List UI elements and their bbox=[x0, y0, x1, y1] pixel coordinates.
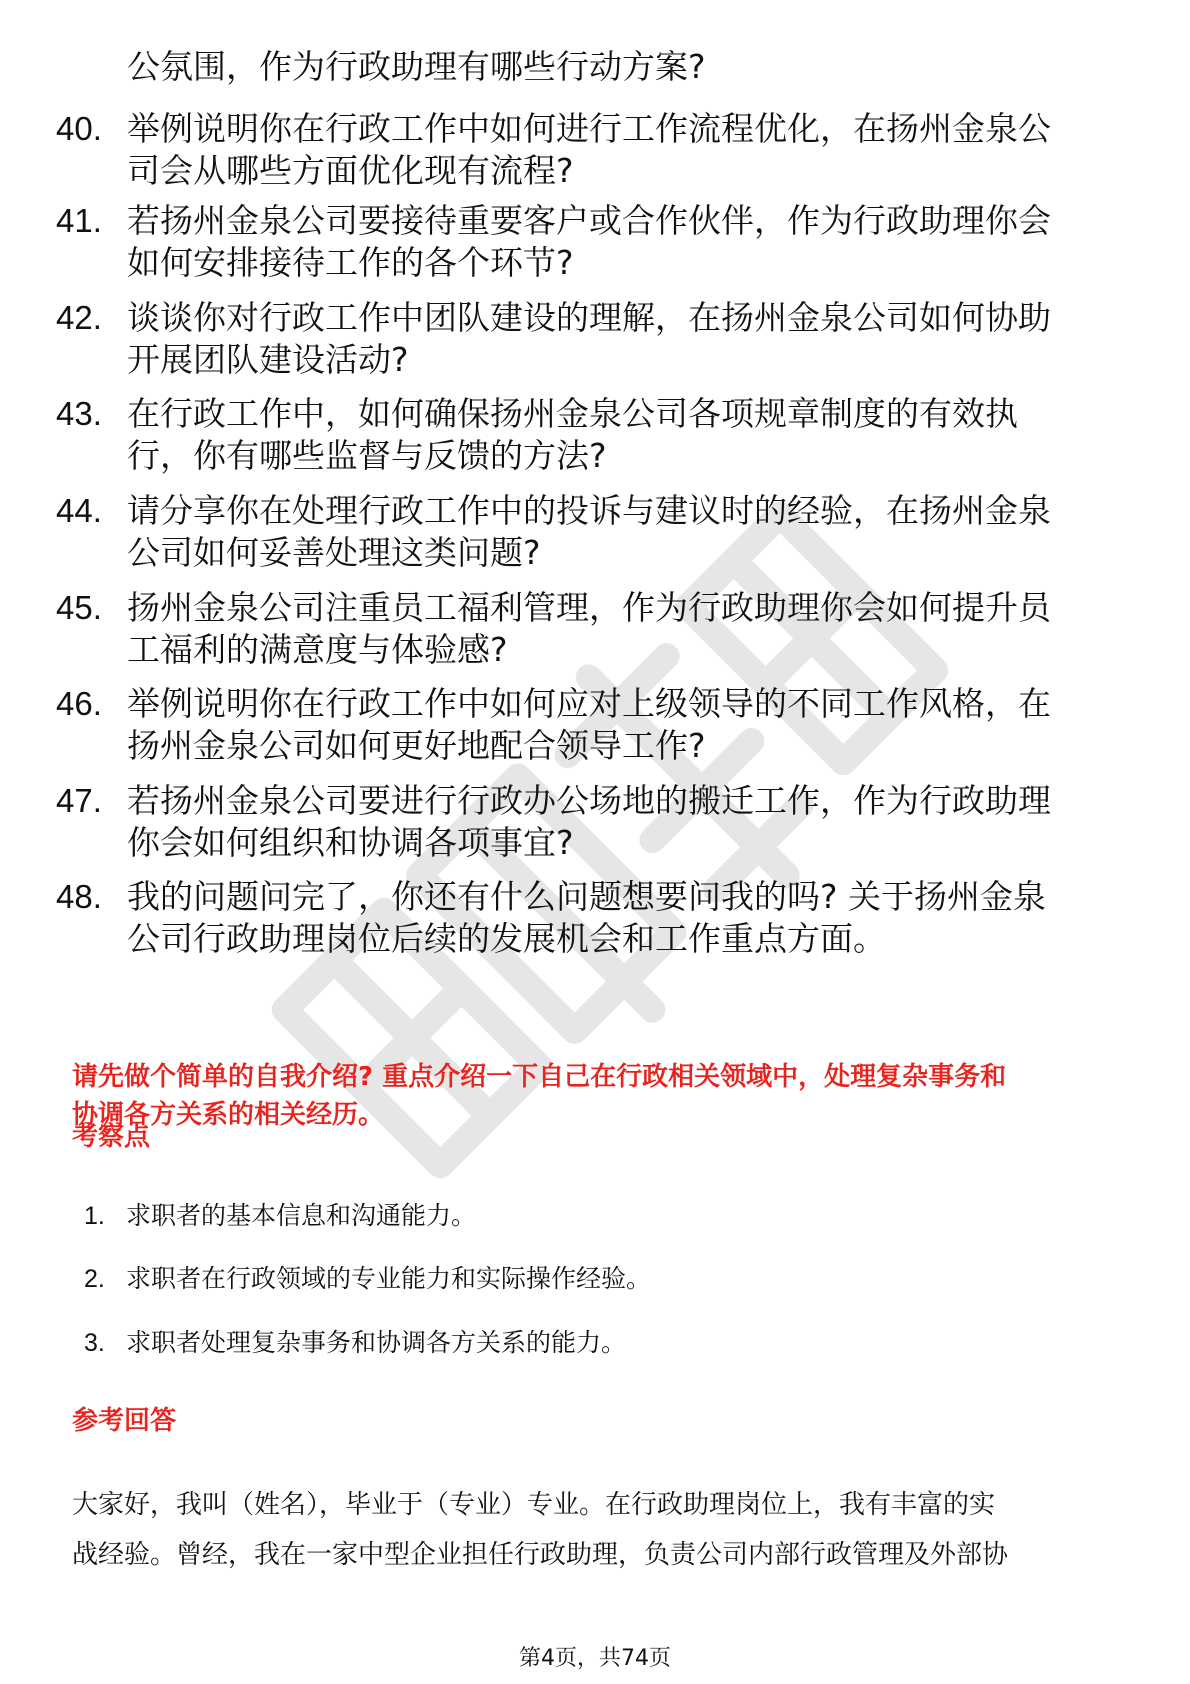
question-text-line-1: 谈谈你对行政工作中团队建设的理解，在扬州金泉公司如何协助 bbox=[127, 298, 1051, 337]
question-number: 44. bbox=[56, 492, 102, 529]
question-text-line-2: 司会从哪些方面优化现有流程? bbox=[127, 151, 574, 190]
question-text-line-1: 我的问题问完了，你还有什么问题想要问我的吗? 关于扬州金泉 bbox=[127, 877, 1047, 916]
question-text-line-2: 公司行政助理岗位后续的发展机会和工作重点方面。 bbox=[127, 919, 886, 958]
question-text-line-1: 在行政工作中，如何确保扬州金泉公司各项规章制度的有效执 bbox=[127, 394, 1018, 433]
assessment-point-number: 3. bbox=[84, 1329, 105, 1357]
question-item bbox=[56, 297, 1136, 381]
assessment-point bbox=[84, 1262, 651, 1296]
assessment-point-number: 2. bbox=[84, 1265, 105, 1293]
assessment-point bbox=[84, 1199, 476, 1233]
question-text-line-1: 举例说明你在行政工作中如何应对上级领导的不同工作风格，在 bbox=[127, 684, 1051, 723]
assessment-point-text: 求职者处理复杂事务和协调各方关系的能力。 bbox=[126, 1328, 627, 1357]
question-item bbox=[56, 683, 1136, 767]
question-number: 41. bbox=[56, 202, 102, 239]
question-number: 47. bbox=[56, 782, 102, 819]
question-number: 48. bbox=[56, 878, 102, 915]
question-item bbox=[56, 587, 1136, 671]
assessment-point bbox=[84, 1326, 626, 1360]
question-item bbox=[56, 876, 1136, 960]
reference-answer-body bbox=[72, 1480, 1008, 1580]
question-number: 40. bbox=[56, 110, 102, 147]
question-text-line-2: 行，你有哪些监督与反馈的方法? bbox=[127, 436, 607, 475]
question-text-line-2: 你会如何组织和协调各项事宜? bbox=[127, 823, 574, 862]
page-number-footer: 第4页，共74页 bbox=[519, 1646, 671, 1671]
reference-answer-section-title: 参考回答 bbox=[72, 1406, 177, 1436]
assessment-point-text: 求职者在行政领域的专业能力和实际操作经验。 bbox=[126, 1264, 652, 1293]
question-text-line-2: 工福利的满意度与体验感? bbox=[127, 630, 508, 669]
question-text-line-1: 若扬州金泉公司要进行行政办公场地的搬迁工作，作为行政助理 bbox=[127, 781, 1051, 820]
question-text-line-1: 若扬州金泉公司要接待重要客户或合作伙伴，作为行政助理你会 bbox=[127, 201, 1051, 240]
question-item bbox=[56, 490, 1136, 574]
headline-line-2: 协调各方关系的相关经历。 bbox=[72, 1100, 385, 1130]
headline-line-1: 请先做个简单的自我介绍? 重点介绍一下自己在行政相关领域中，处理复杂事务和 bbox=[72, 1062, 1007, 1092]
question-text-line-2: 公司如何妥善处理这类问题? bbox=[127, 533, 541, 572]
question-number: 43. bbox=[56, 395, 102, 432]
question-item bbox=[56, 200, 1136, 284]
interview-question-headline bbox=[72, 1058, 1006, 1134]
question-text-line-1: 请分享你在处理行政工作中的投诉与建议时的经验，在扬州金泉 bbox=[127, 491, 1051, 530]
answer-line-2: 战经验。曾经，我在一家中型企业担任行政助理，负责公司内部行政管理及外部协 bbox=[72, 1540, 1009, 1570]
question-number: 46. bbox=[56, 685, 102, 722]
assessment-point-text: 求职者的基本信息和沟通能力。 bbox=[126, 1201, 477, 1230]
question-number: 45. bbox=[56, 589, 102, 626]
question-continuation: 公氛围，作为行政助理有哪些行动方案? bbox=[127, 47, 706, 86]
question-text-line-2: 开展团队建设活动? bbox=[127, 340, 409, 379]
question-item bbox=[56, 108, 1136, 192]
question-text-line-2: 扬州金泉公司如何更好地配合领导工作? bbox=[127, 726, 706, 765]
assessment-section-title: 考察点 bbox=[72, 1122, 151, 1152]
question-text-line-2: 如何安排接待工作的各个环节? bbox=[127, 243, 574, 282]
answer-line-1: 大家好，我叫（姓名），毕业于（专业）专业。在行政助理岗位上，我有丰富的实 bbox=[72, 1490, 996, 1520]
question-item bbox=[56, 780, 1136, 864]
question-item bbox=[56, 393, 1136, 477]
assessment-point-number: 1. bbox=[84, 1202, 105, 1230]
question-text-line-1: 扬州金泉公司注重员工福利管理，作为行政助理你会如何提升员 bbox=[127, 588, 1051, 627]
question-text-line-1: 举例说明你在行政工作中如何进行工作流程优化，在扬州金泉公 bbox=[127, 109, 1051, 148]
question-number: 42. bbox=[56, 299, 102, 336]
